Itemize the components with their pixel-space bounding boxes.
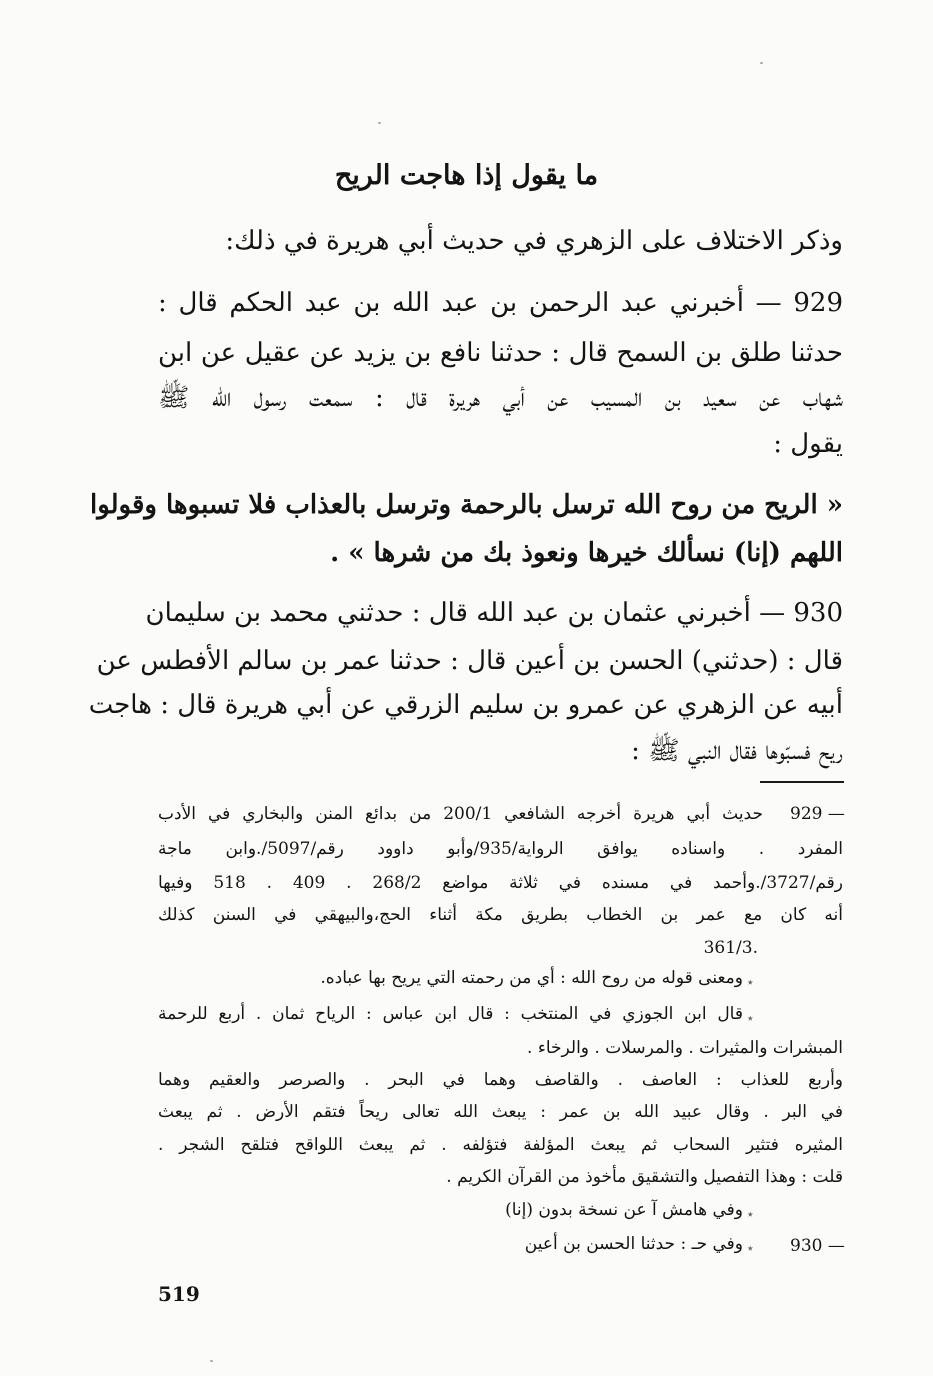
note-bullet: ٭ bbox=[747, 1241, 754, 1255]
hadith-929-quote-line-1: « الريح من روح الله ترسل بالرحمة وترسل بالعذاب فلا تسبوها وقولوا bbox=[89, 490, 843, 520]
hadith-929-line-3: شهاب عن سعيد بن المسيب عن أبي هريرة قال : سمعت رسول الله ﷺ bbox=[158, 383, 843, 413]
footnote-929-line-4: أنه كان مع عمر بن الخطاب بطريق مكة أثناء الحج،والبيهقي في السنن كذلك bbox=[158, 905, 843, 925]
footnote-929-label: 929 — bbox=[790, 804, 845, 824]
note-line-6: المثيره فتثير السحاب ثم يبعث المؤلفة فتؤلفه . ثم يبعث اللواقح فتلقح الشجر . bbox=[158, 1135, 843, 1155]
hadith-929-line-4: يقول : bbox=[773, 429, 843, 459]
footnote-929-line-2: المفرد . واسناده يوافق الرواية/935/وأبو داوود رقم/5097/.وابن ماجة bbox=[158, 839, 843, 859]
hadith-930-line-2: قال : (حدثني) الحسن بن أعين قال : حدثنا عمر بن سالم الأفطس عن bbox=[96, 646, 843, 676]
footnote-930-text: وفي حـ : حدثنا الحسن بن أعين bbox=[524, 1234, 743, 1254]
hadith-930-line-3: أبيه عن الزهري عن عمرو بن سليم الزرقي عن أبي هريرة قال : هاجت bbox=[88, 690, 843, 720]
hadith-929-line-2: حدثنا طلق بن السمح قال : حدثنا نافع بن يزيد عن عقيل عن ابن bbox=[158, 338, 843, 368]
note-line-4: وأربع للعذاب : العاصف . والقاصف وهما في البحر . والصرصر والعقيم وهما bbox=[158, 1070, 843, 1090]
chapter-title: ما يقول إذا هاجت الريح bbox=[334, 160, 599, 191]
note-bullet: ٭ bbox=[747, 975, 754, 989]
note-line-7: قلت : وهذا التفصيل والتشقيق مأخوذ من القرآن الكريم . bbox=[446, 1167, 843, 1187]
footnote-930-label: 930 — bbox=[790, 1236, 845, 1256]
scan-speck bbox=[760, 62, 763, 64]
note-bullet: ٭ bbox=[747, 1011, 754, 1025]
note-line-2: قال ابن الجوزي في المنتخب : قال ابن عباس : الرياح ثمان . أربع للرحمة bbox=[158, 1004, 743, 1024]
note-line-3: المبشرات والمثيرات . والمرسلات . والرخاء . bbox=[527, 1038, 843, 1058]
note-line-5: في البر . وقال عبيد الله بن عمر : يبعث الله تعالى ريحاً فتقم الأرض . ثم يبعث bbox=[158, 1102, 843, 1122]
scan-speck bbox=[210, 1360, 213, 1362]
scan-speck bbox=[378, 122, 381, 124]
note-line-8: وفي هامش آ عن نسخة بدون (إنا) bbox=[505, 1200, 743, 1220]
hadith-929-quote-line-2: اللهم (إنا) نسألك خيرها ونعوذ بك من شرها » . bbox=[330, 538, 843, 568]
page-number: 519 bbox=[158, 1282, 200, 1306]
hadith-930-line-4: ريح فسبّوها فقال النبي ﷺ : bbox=[631, 736, 843, 766]
intro-line: وذكر الاختلاف على الزهري في حديث أبي هريرة في ذلك: bbox=[225, 226, 843, 256]
footnote-separator bbox=[760, 781, 844, 783]
hadith-930-line-1: 930 — أخبرني عثمان بن عبد الله قال : حدثني محمد بن سليمان bbox=[145, 598, 843, 628]
footnote-929-line-1: حديث أبي هريرة أخرجه الشافعي 200/1 من بدائع المنن والبخاري في الأدب bbox=[158, 804, 763, 824]
hadith-929-line-1: 929 — أخبرني عبد الرحمن بن عبد الله بن عبد الحكم قال : bbox=[158, 288, 843, 318]
note-bullet: ٭ bbox=[747, 1207, 754, 1221]
footnote-929-line-3: رقم/3727/.وأحمد في مسنده في ثلاثة مواضع 268/2 . 409 . 518 وفيها bbox=[158, 873, 844, 893]
footnote-929-line-5: .361/3 bbox=[703, 938, 758, 958]
note-line-1: ومعنى قوله من روح الله : أي من رحمته التي يريح بها عباده. bbox=[320, 968, 743, 988]
